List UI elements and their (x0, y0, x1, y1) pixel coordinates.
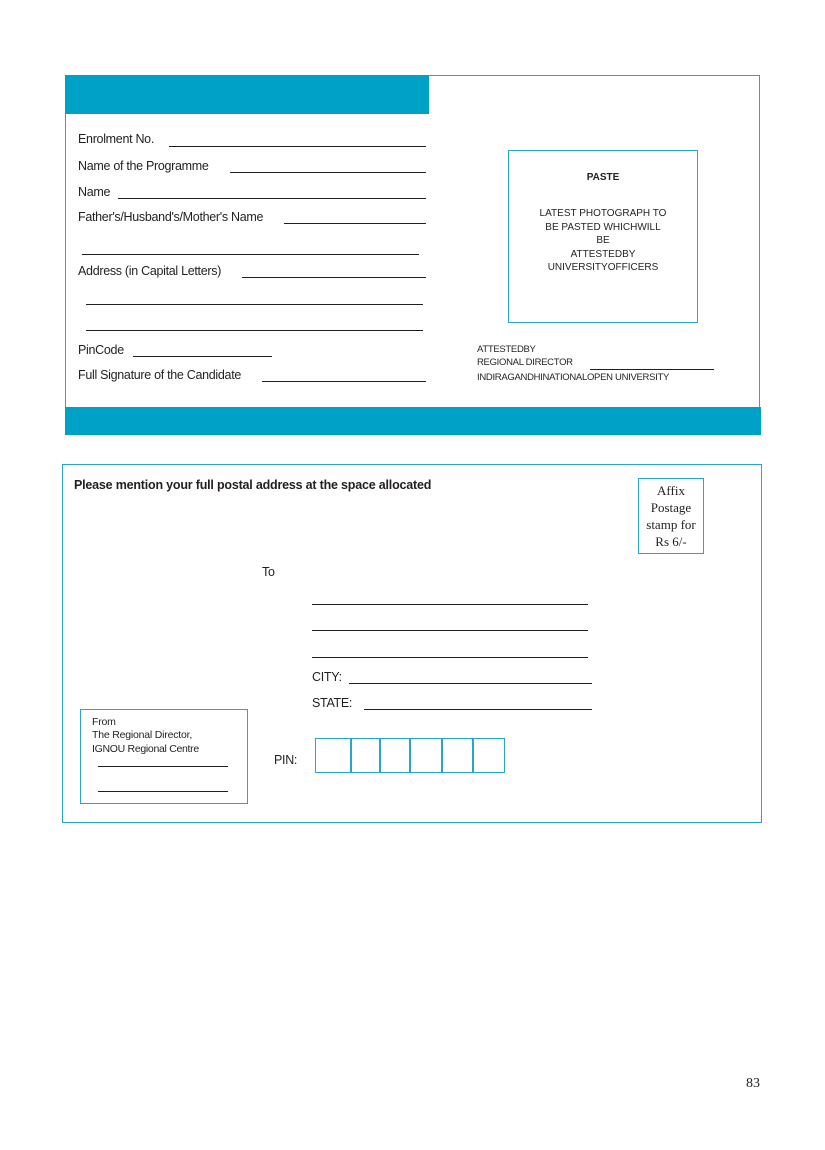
programme-field[interactable] (230, 172, 426, 173)
pin-digit-box[interactable] (350, 738, 381, 773)
pin-digit-box[interactable] (315, 738, 352, 773)
id-card-footer-band (65, 407, 761, 435)
photo-instruction-line: ATTESTEDBY (570, 248, 636, 260)
programme-label: Name of the Programme (78, 159, 209, 173)
name-label: Name (78, 185, 111, 199)
from-label: From (92, 716, 116, 728)
photo-box[interactable] (508, 150, 698, 323)
pin-label: PIN: (274, 753, 298, 767)
pin-digit-box[interactable] (472, 738, 505, 773)
stamp-text-line: Rs 6/- (655, 534, 687, 549)
pin-digit-box[interactable] (379, 738, 411, 773)
regional-director-label: REGIONAL DIRECTOR (477, 357, 573, 368)
to-label: To (262, 565, 275, 579)
state-field[interactable] (364, 709, 592, 710)
regional-director-signature-field[interactable] (590, 369, 714, 370)
attested-by-label: ATTESTEDBY (477, 344, 536, 355)
parent-name-field-line2[interactable] (82, 254, 419, 255)
photo-instruction-line: UNIVERSITYOFFICERS (547, 262, 659, 273)
from-address-line1[interactable] (98, 766, 228, 767)
page-number: 83 (746, 1076, 760, 1091)
to-address-line2[interactable] (312, 630, 588, 631)
city-field[interactable] (349, 683, 592, 684)
address-field[interactable] (242, 277, 426, 278)
city-label: CITY: (312, 670, 342, 684)
enrolment-label: Enrolment No. (78, 132, 154, 146)
parent-name-field[interactable] (284, 223, 426, 224)
pincode-label: PinCode (78, 343, 124, 357)
from-line2: IGNOU Regional Centre (92, 743, 199, 755)
to-address-line3[interactable] (312, 657, 588, 658)
address-field-line2[interactable] (86, 304, 423, 305)
enrolment-field[interactable] (169, 146, 426, 147)
stamp-text-line: Postage (650, 500, 692, 515)
pin-digit-box[interactable] (441, 738, 474, 773)
to-address-line1[interactable] (312, 604, 588, 605)
postal-instruction: Please mention your full postal address at the space allocated (74, 478, 432, 492)
signature-label: Full Signature of the Candidate (78, 368, 242, 382)
photo-instruction-line: BE (596, 235, 610, 246)
photo-paste-title: PASTE (586, 172, 620, 183)
pin-digit-box[interactable] (409, 738, 443, 773)
stamp-text-line: stamp for (646, 517, 696, 532)
parent-name-label: Father's/Husband's/Mother's Name (78, 210, 264, 224)
stamp-text-line: Affix (657, 483, 685, 498)
from-line1: The Regional Director, (92, 729, 193, 741)
name-field[interactable] (118, 198, 426, 199)
address-label: Address (in Capital Letters) (78, 264, 222, 278)
university-name: INDIRAGANDHINATIONALOPEN UNIVERSITY (477, 372, 670, 383)
photo-instruction-line: BE PASTED WHICHWILL (545, 221, 661, 233)
address-field-line3[interactable] (86, 330, 423, 331)
from-address-line2[interactable] (98, 791, 228, 792)
state-label: STATE: (312, 696, 353, 710)
id-card-header-band (65, 75, 429, 114)
signature-field[interactable] (262, 381, 426, 382)
pincode-field[interactable] (133, 356, 272, 357)
photo-instruction-line: LATEST PHOTOGRAPH TO (539, 208, 667, 219)
postage-stamp-box (638, 478, 704, 554)
